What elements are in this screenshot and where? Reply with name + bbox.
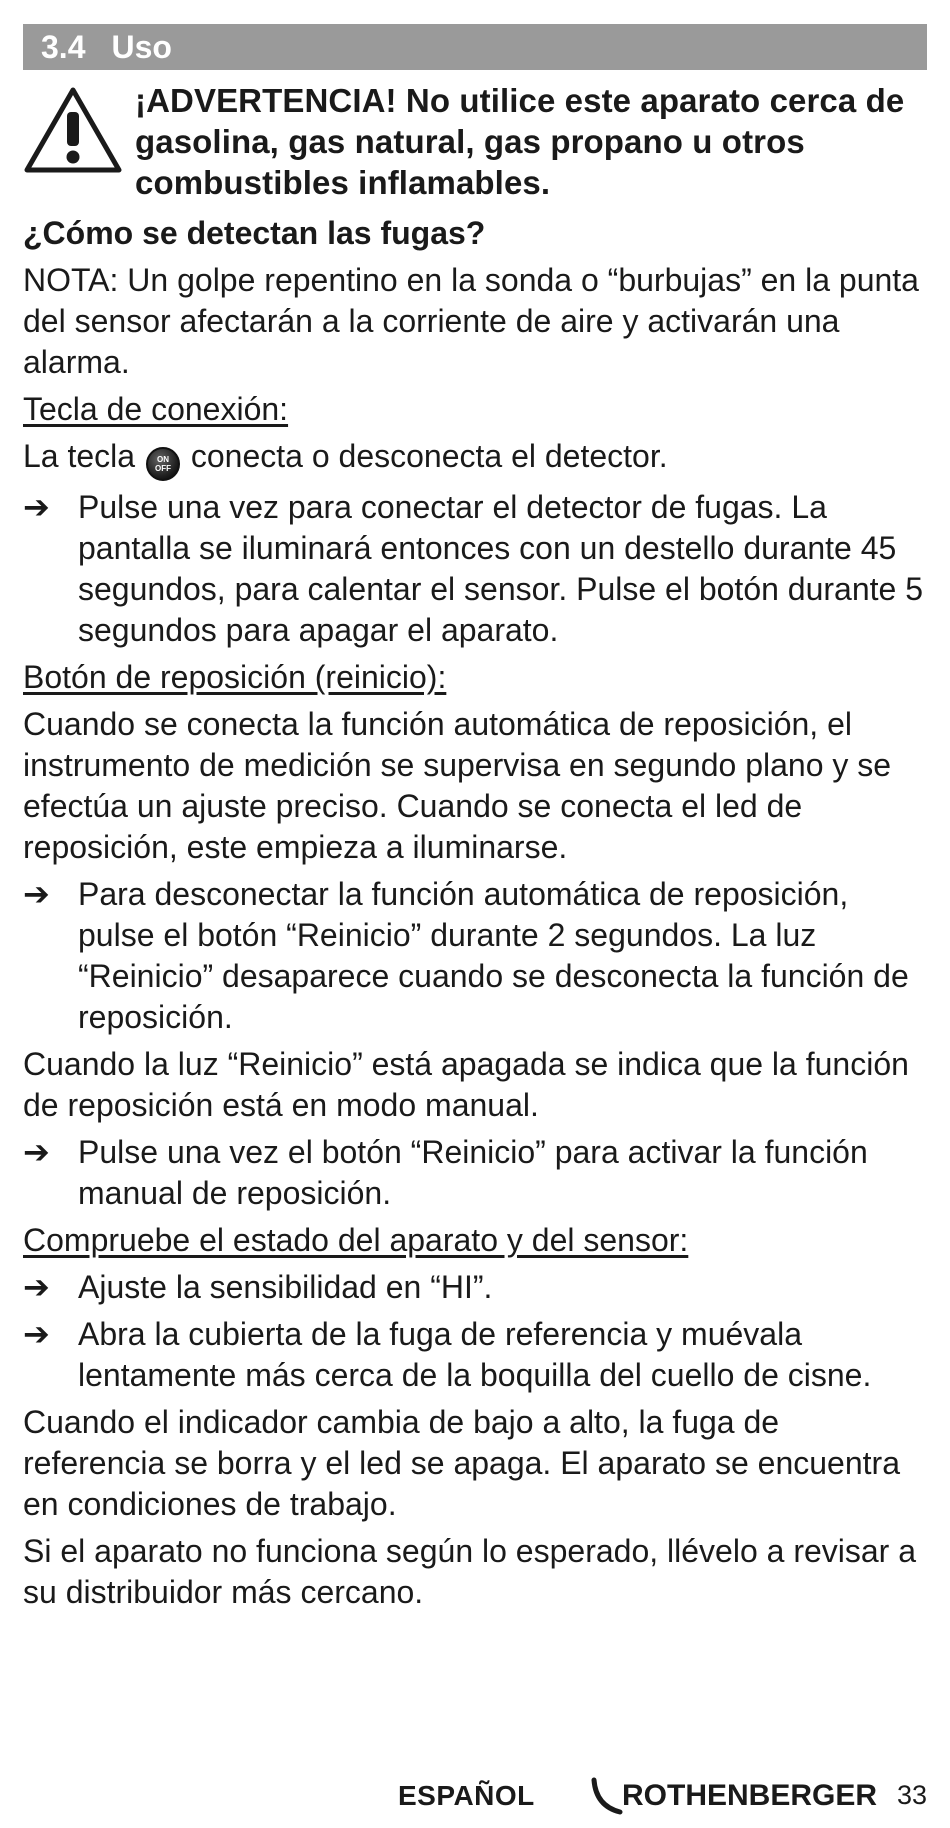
check-paragraph-1: Cuando el indicador cambia de bajo a alto, la fuga de referencia se borra y el led se apaga. El aparato se encuentra en condiciones de trabajo. (23, 1404, 900, 1522)
list-item (23, 1314, 927, 1396)
brand-swoosh-icon (590, 1776, 624, 1816)
page-footer (0, 1776, 950, 1820)
onoff-intro-before: La tecla (23, 438, 136, 474)
page-number: 33 (897, 1780, 928, 1810)
reset-paragraph-2: Cuando la luz “Reinicio” está apagada se indica que la función de reposición está en modo manual. (23, 1046, 909, 1123)
check-paragraph-2: Si el aparato no funciona según lo esperado, llévelo a revisar a su distribuidor más cercano. (23, 1533, 917, 1610)
bullet-text: Ajuste la sensibilidad en “HI”. (78, 1269, 493, 1305)
bullet-text: Para desconectar la función automática de reposición, pulse el botón “Reinicio” durante 2 segundos. La luz “Reinicio” desaparece cuando se desconecta la función de reposición. (78, 876, 909, 1035)
on-off-icon-top: ON (156, 455, 169, 464)
list-item (23, 487, 927, 651)
list-item (23, 874, 927, 1038)
arrow-right-icon: ➔ (23, 1269, 50, 1305)
footer-language: ESPAÑOL (398, 1780, 535, 1811)
reset-paragraph-1: Cuando se conecta la función automática de reposición, el instrumento de medición se supervisa en segundo plano y se efectúa un ajuste preciso. Cuando se conecta el led de reposición, este empieza a iluminarse. (23, 706, 892, 865)
arrow-right-icon: ➔ (23, 876, 50, 912)
warning-block (23, 80, 927, 203)
brand-logo (590, 1776, 877, 1816)
reset-heading: Botón de reposición (reinicio): (23, 659, 447, 695)
bullet-text: Abra la cubierta de la fuga de referencia y muévala lentamente más cerca de la boquilla del cuello de cisne. (78, 1316, 872, 1393)
bullet-text: Pulse una vez para conectar el detector de fugas. La pantalla se iluminará entonces con un destello durante 45 segundos, para calentar el sensor. Pulse el botón durante 5 segundos para apagar el aparato. (78, 489, 924, 648)
arrow-right-icon: ➔ (23, 1134, 50, 1170)
manual-page (23, 24, 927, 1619)
bullet-text: Pulse una vez el botón “Reinicio” para activar la función manual de reposición. (78, 1134, 868, 1211)
onoff-heading: Tecla de conexión: (23, 391, 289, 427)
section-title: Uso (111, 29, 172, 65)
note-paragraph: NOTA: Un golpe repentino en la sonda o “burbujas” en la punta del sensor afectarán a la corriente de aire y activarán una alarma. (23, 262, 919, 380)
leaks-heading: ¿Cómo se detectan las fugas? (23, 215, 486, 251)
on-off-button-icon (146, 447, 180, 481)
onoff-intro-after: conecta o desconecta el detector. (190, 438, 668, 474)
on-off-icon-bottom: OFF (154, 464, 171, 473)
warning-triangle-icon (23, 86, 123, 174)
section-header (23, 24, 927, 70)
list-item (23, 1267, 927, 1308)
arrow-right-icon: ➔ (23, 489, 50, 525)
brand-name: ROTHENBERGER (622, 1779, 878, 1812)
section-number: 3.4 (41, 29, 86, 65)
arrow-right-icon: ➔ (23, 1316, 50, 1352)
list-item (23, 1132, 927, 1214)
check-heading: Compruebe el estado del aparato y del sensor: (23, 1222, 689, 1258)
warning-text: ¡ADVERTENCIA! No utilice este aparato cerca de gasolina, gas natural, gas propano u otros combustibles inflamables. (135, 82, 905, 201)
onoff-intro (23, 436, 927, 481)
